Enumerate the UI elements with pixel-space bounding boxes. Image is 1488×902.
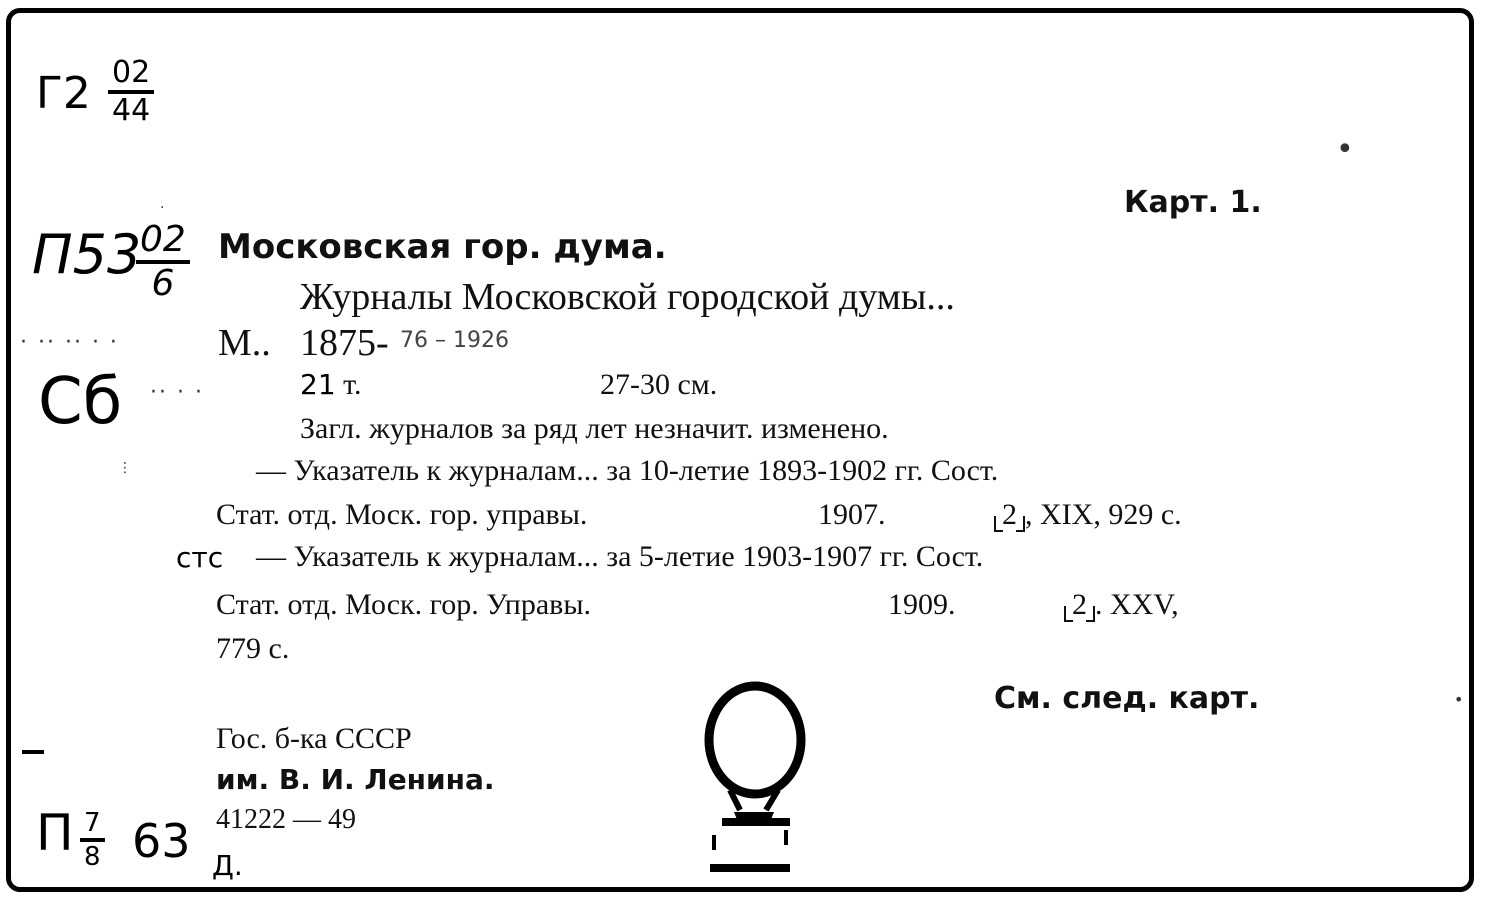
index-1-line-1: — Указатель к журналам... за 10-летие 1893-1902 гг. Сост. [256, 454, 999, 487]
call-number-bottom-fraction: $\frac{7}{8}$ [80, 810, 105, 870]
call-number-main-fraction: $\frac{02}{6}$ [136, 222, 190, 302]
volume-size: 27-30 см. [600, 368, 718, 401]
speck-4: ⋮ [118, 460, 134, 476]
index-2-line-2-a: Стат. отд. Моск. гор. Управы. [216, 588, 591, 621]
volume-count [300, 370, 362, 400]
speck-2: • [1454, 690, 1466, 709]
imprint-years: 1875- [300, 322, 389, 364]
library-line-2: им. В. И. Ленина. [216, 763, 495, 796]
index-2-year: 1909. [888, 588, 956, 621]
call-number-bottom: П [36, 804, 74, 862]
library-line-3: 41222 — 49 [216, 804, 356, 835]
index-1-tail: , XIX, 929 с. [1025, 498, 1182, 531]
library-mark: Д. [212, 849, 243, 882]
title: Журналы Московской городской думы... [300, 276, 955, 318]
call-number-top-left-fraction: $\frac{02}{44}$ [108, 58, 154, 126]
margin-dash [22, 750, 44, 754]
index-1-line-2-a: Стат. отд. Моск. гор. управы. [216, 498, 588, 531]
note: Загл. журналов за ряд лет незначит. изменено. [300, 412, 889, 445]
index-2-vol: 2 [1064, 590, 1095, 620]
stc-mark: стс [176, 541, 224, 574]
imprint-years-handwritten: 76 – 1926 [400, 328, 509, 353]
index-1-vol-tail [994, 500, 1182, 530]
index-2-tail: . XXV, [1095, 588, 1179, 621]
volume-unit: т. [343, 368, 362, 401]
speck-1: • [1336, 132, 1356, 167]
card-number: Карт. 1. [1124, 185, 1262, 220]
index-2-line-1: — Указатель к журналам... за 5-летие 1903-1907 гг. Сост. [256, 540, 984, 573]
call-number-top-left: Г2 [36, 68, 91, 119]
author: Московская гор. дума. [218, 227, 667, 267]
call-number-bottom-suffix: 63 [132, 814, 191, 868]
index-1-year: 1907. [818, 498, 886, 531]
index-2-line-3: 779 с. [216, 632, 290, 665]
index-2-vol-tail [1064, 590, 1179, 620]
library-line-1: Гос. б-ка СССР [216, 722, 412, 755]
volume-count-handwritten: 21 [300, 368, 336, 401]
smudge-dots: · ·· ·· · · [20, 330, 119, 355]
sb-mark: Сб [38, 365, 123, 439]
smudge-dots-2: ·· · · [150, 380, 204, 405]
library-stamp-icon [700, 680, 820, 880]
speck-3: · [160, 200, 167, 216]
index-1-vol: 2 [994, 500, 1025, 530]
call-number-main: П53 [32, 223, 142, 286]
imprint-place: М.. [218, 322, 271, 364]
see-next-card: См. след. карт. [994, 681, 1260, 716]
